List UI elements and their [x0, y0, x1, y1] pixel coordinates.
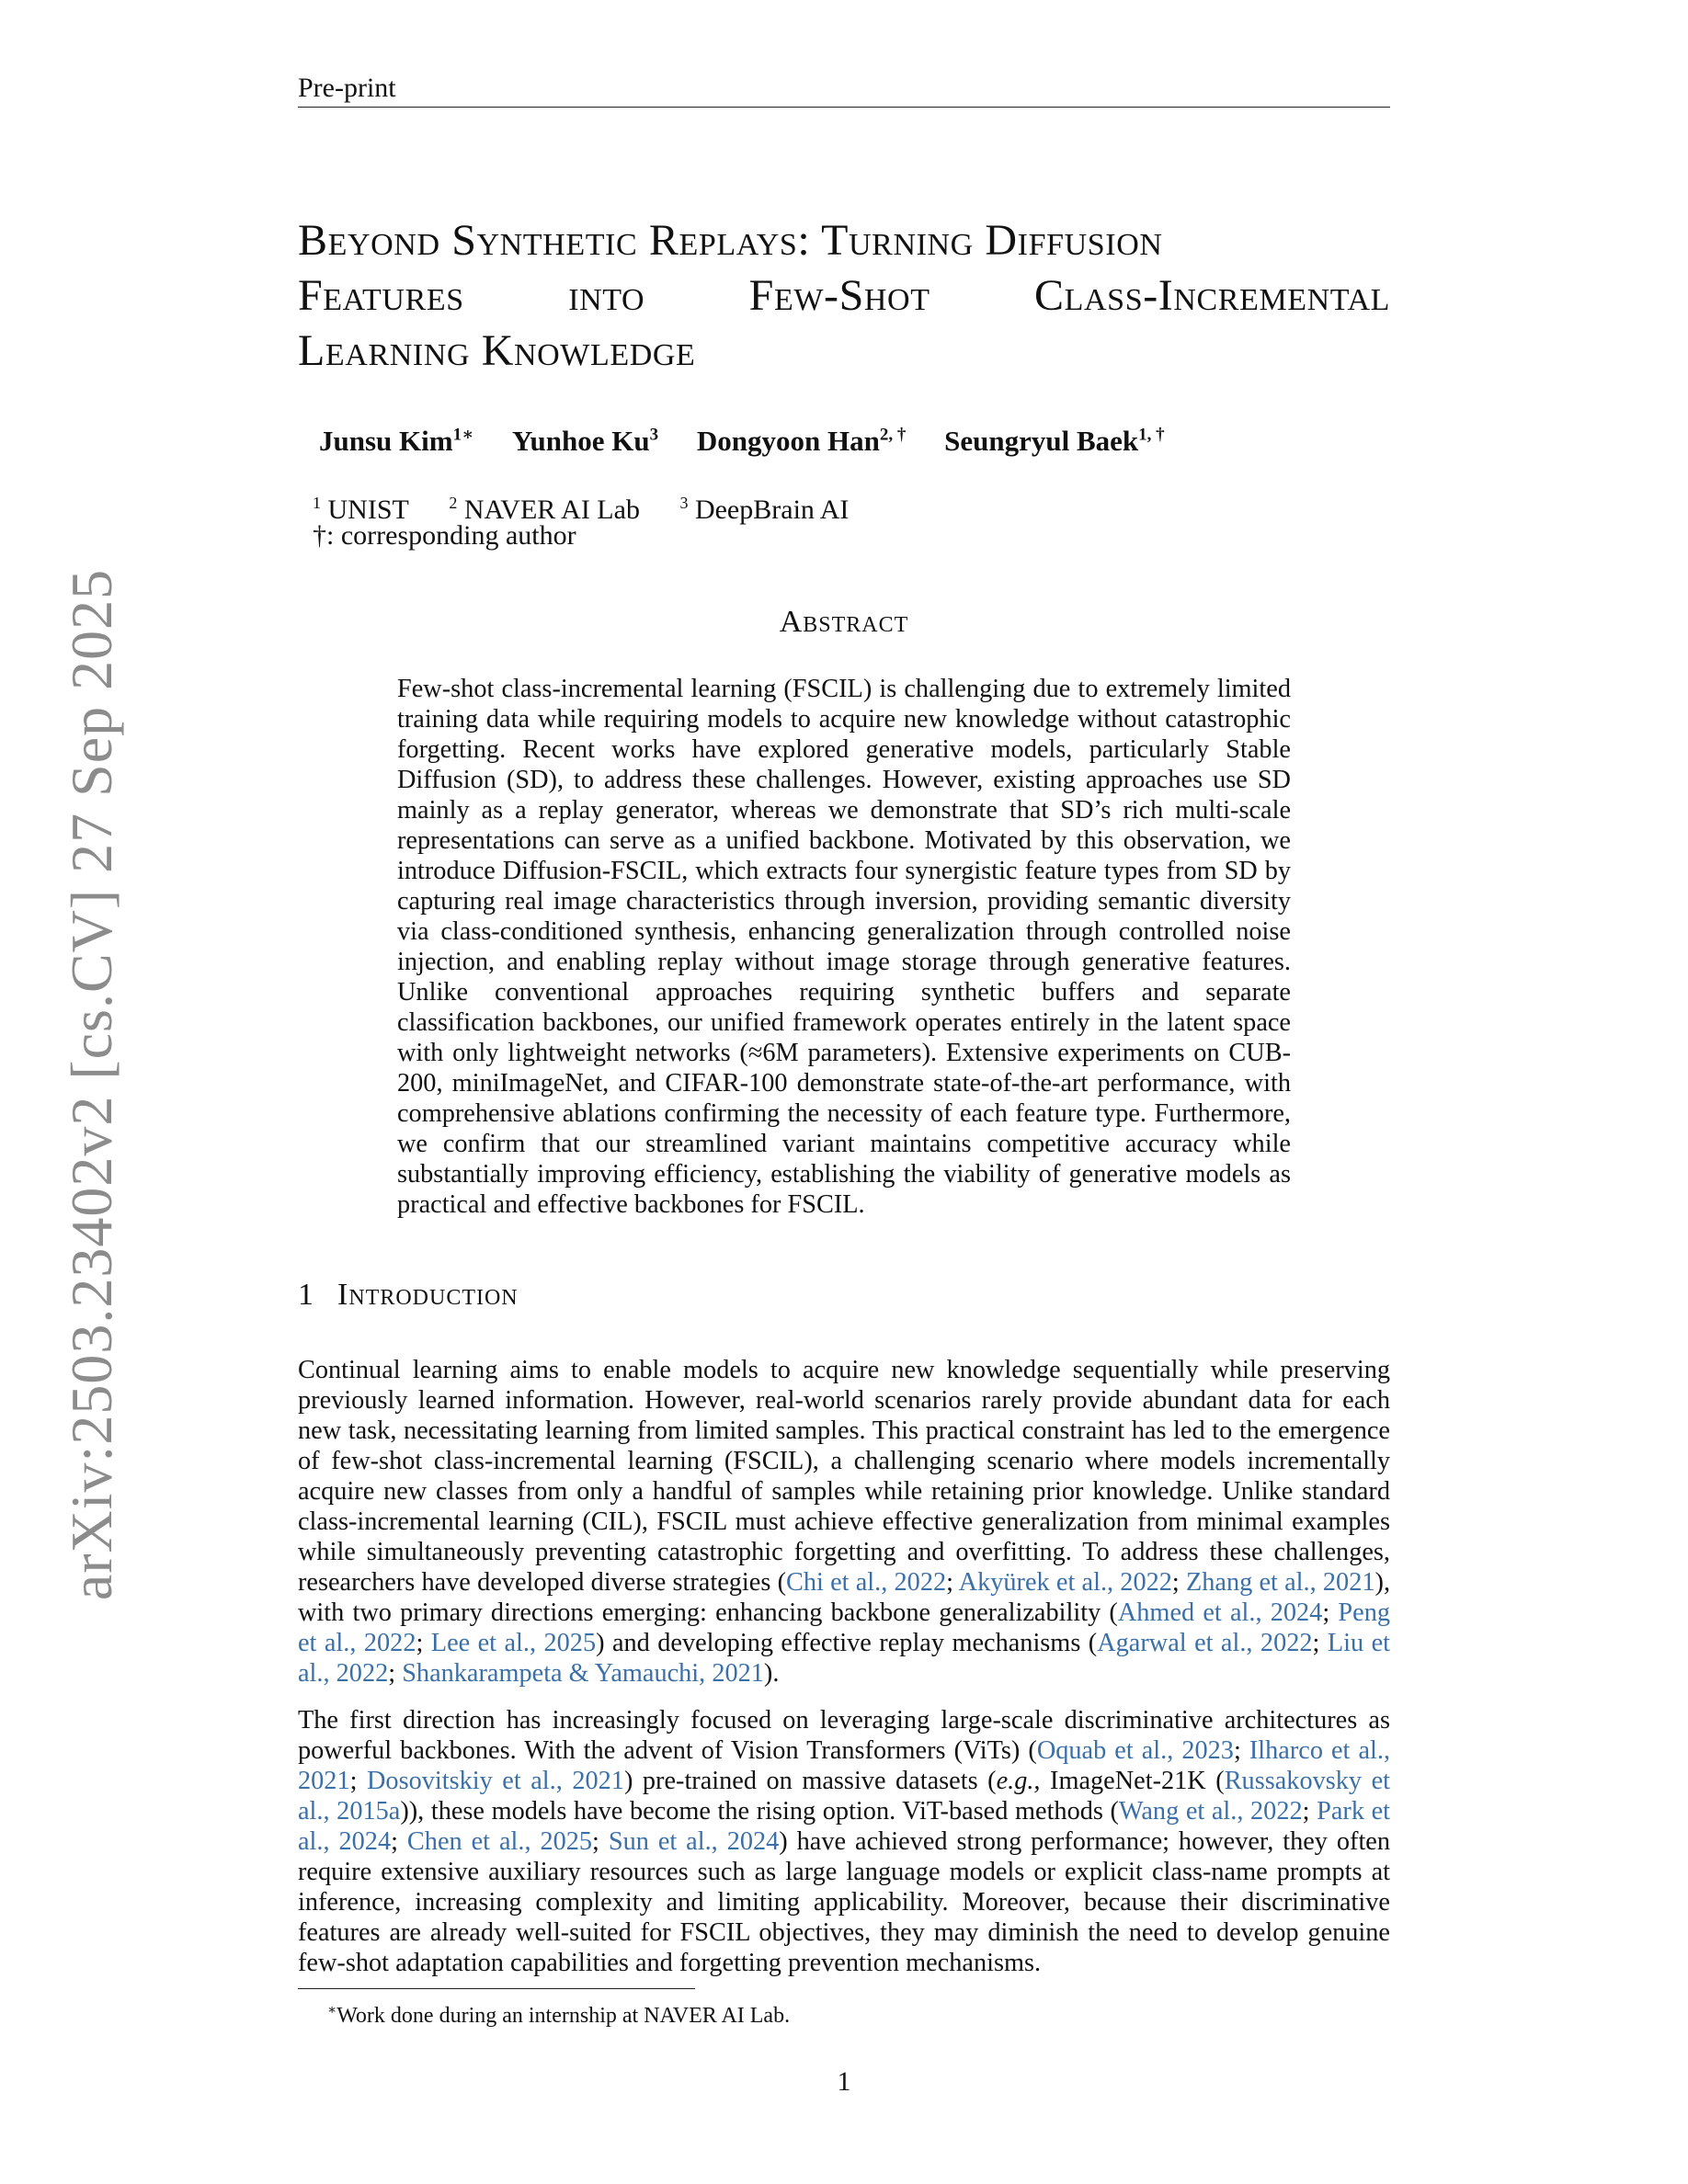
title-word: into	[568, 271, 645, 320]
author	[319, 425, 473, 458]
title-line-2	[298, 268, 1390, 324]
author-list	[319, 425, 1196, 458]
title-line-3: Learning Knowledge	[298, 326, 696, 375]
author-marks: 3	[649, 425, 659, 445]
citation-link[interactable]: Russakovsky et al., 2015a	[298, 1767, 1390, 1826]
citation-link[interactable]: Wang et al., 2022	[1118, 1797, 1303, 1826]
author-name: Junsu Kim	[319, 425, 453, 457]
corresponding-author-note: †: corresponding author	[313, 520, 576, 551]
citation-link[interactable]: Liu et al., 2022	[298, 1629, 1391, 1688]
page-number: 1	[837, 2066, 851, 2097]
title-line-1: Beyond Synthetic Replays: Turning Diffusion	[298, 216, 1163, 265]
body-text: ).	[763, 1659, 780, 1688]
citation-link[interactable]: Zhang et al., 2021	[1185, 1568, 1375, 1597]
citation-link[interactable]: Shankarampeta & Yamauchi, 2021	[402, 1659, 764, 1688]
body-text: ) pre-trained on massive datasets (	[623, 1767, 997, 1795]
title-word: Features	[298, 271, 464, 320]
intro-paragraph-1: Continual learning aims to enable models to acquire new knowledge sequentially while preserving previously learned information. However, real-world scenarios rarely provide abundant data for each new task, necessitating learning from limited samples. This practical constraint has led to the emergence of few-shot class-incremental learning (FSCIL), a challenging scenario where models incrementally acquire new classes from only a handful of samples while retaining prior knowledge. Unlike standard class-incremental learning (CIL), FSCIL must achieve effective generalization from minimal examples while simultaneously preventing catastrophic forgetting and overfitting. To address these challenges, researchers have developed diverse strategies (Chi et al., 2022; Akyürek et al., 2022; Zhang et al., 2021), with two primary directions emerging: enhancing backbone generalizability (Ahmed et al., 2024; Peng et al., 2022; Lee et al., 2025) and developing effective replay mechanisms (Agarwal et al., 2022; Liu et al., 2022; Shankarampeta & Yamauchi, 2021).	[298, 1356, 1391, 1688]
citation-link[interactable]: Ilharco et al., 2021	[298, 1736, 1391, 1795]
citation-link[interactable]: Chi et al., 2022	[786, 1568, 947, 1597]
citation-link[interactable]: Agarwal et al., 2022	[1097, 1629, 1313, 1657]
footnote-rule	[298, 1988, 695, 1989]
section-title: Introduction	[337, 1278, 519, 1312]
author-marks: 1, †	[1138, 425, 1165, 445]
running-header: Pre-print	[298, 73, 396, 103]
author	[697, 425, 906, 458]
paper-title	[298, 213, 1390, 379]
header-rule	[298, 107, 1390, 108]
title-word: Few-Shot	[748, 271, 930, 320]
affiliation-mark: 2	[449, 494, 458, 512]
body-text: The first direction has increasingly focused on leveraging large-scale discriminative architectures as powerful backbones. With the advent of Vision Transformers (ViTs) (	[298, 1706, 1390, 1765]
body-text: Continual learning aims to enable models to acquire new knowledge sequentially while preserving previously learned information. However, real-world scenarios rarely provide abundant data for each new task, necessitating learning from limited samples. This practical constraint has led to the emergence of few-shot class-incremental learning (FSCIL), a challenging scenario where models incrementally acquire new classes from only a handful of samples while retaining prior knowledge. Unlike standard class-incremental learning (CIL), FSCIL must achieve effective generalization from minimal examples while simultaneously preventing catastrophic forgetting and overfitting. To address these challenges, researchers have developed diverse strategies (	[298, 1356, 1390, 1597]
body-text: ), with two primary directions emerging: enhancing backbone generalizability (	[298, 1568, 1391, 1627]
section-heading	[298, 1278, 519, 1313]
affiliation-name: NAVER AI Lab	[463, 495, 640, 525]
affiliation	[679, 495, 849, 525]
citation-link[interactable]: Park et al., 2024	[298, 1797, 1390, 1856]
author-name: Seungryul Baek	[944, 425, 1139, 457]
citation-link[interactable]: Dosovitskiy et al., 2021	[366, 1767, 624, 1795]
author-marks: 1∗	[452, 425, 474, 445]
affiliation-name: DeepBrain AI	[694, 495, 850, 525]
citation-link[interactable]: Chen et al., 2025	[406, 1827, 593, 1856]
arxiv-stamp: arXiv:2503.23402v2 [cs.CV] 27 Sep 2025	[59, 568, 124, 1601]
body-text: ) and developing effective replay mechanisms (	[596, 1629, 1098, 1657]
affiliation-mark: 1	[313, 494, 321, 512]
citation-link[interactable]: Lee et al., 2025	[430, 1629, 597, 1657]
author-name: Dongyoon Han	[696, 425, 880, 457]
emphasis-text: e.g.,	[996, 1767, 1041, 1795]
affiliation-name: UNIST	[327, 495, 409, 525]
footnote-mark: ∗	[327, 2003, 337, 2018]
abstract-text: Few-shot class-incremental learning (FSCIL) is challenging due to extremely limited training data while requiring models to acquire new knowledge without catastrophic forgetting. Recent works have explored generative models, particularly Stable Diffusion (SD), to address these challenges. However, existing approaches use SD mainly as a replay generator, whereas we demonstrate that SD’s rich multi-scale representations can serve as a unified backbone. Motivated by this observation, we introduce Diffusion-FSCIL, which extracts four synergistic feature types from SD by capturing real image characteristics through inversion, providing semantic diversity via class-conditioned synthesis, enhancing generalization through controlled noise injection, and enabling replay without image storage through generative features. Unlike conventional approaches requiring synthetic buffers and separate classification backbones, our unified framework operates entirely in the latent space with only lightweight networks (≈6M parameters). Extensive experiments on CUB-200, miniImageNet, and CIFAR-100 demonstrate state-of-the-art performance, with comprehensive ablations confirming the necessity of each feature type. Furthermore, we confirm that our streamlined variant maintains competitive accuracy while substantially improving efficiency, establishing the viability of generative models as practical and effective backbones for FSCIL.	[397, 675, 1291, 1219]
author-name: Yunhoe Ku	[511, 425, 650, 457]
body-text: )), these models have become the rising option. ViT-based methods (	[400, 1797, 1119, 1826]
author	[944, 425, 1165, 458]
body-text: ) have achieved strong performance; however, they often require extensive auxiliary resources such as large language models or explicit class-name prompts at inference, increasing complexity and limiting applicability. Moreover, because their discriminative features are already well-suited for FSCIL objectives, they may diminish the need to develop genuine few-shot adaptation capabilities and forgetting prevention mechanisms.	[298, 1827, 1391, 1977]
section-number: 1	[298, 1278, 314, 1312]
footnote-text: Work done during an internship at NAVER AI Lab.	[336, 2004, 791, 2028]
footnote	[327, 1996, 790, 2030]
abstract-heading: Abstract	[779, 605, 909, 639]
title-word: Class-Incremental	[1034, 271, 1390, 320]
citation-link[interactable]: Ahmed et al., 2024	[1117, 1598, 1323, 1627]
citation-link[interactable]: Oquab et al., 2023	[1036, 1736, 1234, 1765]
citation-link[interactable]: Akyürek et al., 2022	[958, 1568, 1172, 1597]
intro-paragraph-2: The first direction has increasingly focused on leveraging large-scale discriminative architectures as powerful backbones. With the advent of Vision Transformers (ViTs) (Oquab et al., 2023; Ilharco et al., 2021; Dosovitskiy et al., 2021) pre-trained on massive datasets (e.g., ImageNet-21K (Russakovsky et al., 2015a)), these models have become the rising option. ViT-based methods (Wang et al., 2022; Park et al., 2024; Chen et al., 2025; Sun et al., 2024) have achieved strong performance; however, they often require extensive auxiliary resources such as large language models or explicit class-name prompts at inference, increasing complexity and limiting applicability. Moreover, because their discriminative features are already well-suited for FSCIL objectives, they may diminish the need to develop genuine few-shot adaptation capabilities and forgetting prevention mechanisms.	[298, 1706, 1391, 1977]
body-text: ImageNet-21K (	[1040, 1767, 1225, 1795]
author	[512, 425, 658, 458]
citation-link[interactable]: Peng et al., 2022	[298, 1598, 1391, 1657]
affiliation-mark: 3	[679, 494, 689, 512]
citation-link[interactable]: Sun et al., 2024	[608, 1827, 780, 1856]
author-marks: 2, †	[879, 425, 907, 445]
